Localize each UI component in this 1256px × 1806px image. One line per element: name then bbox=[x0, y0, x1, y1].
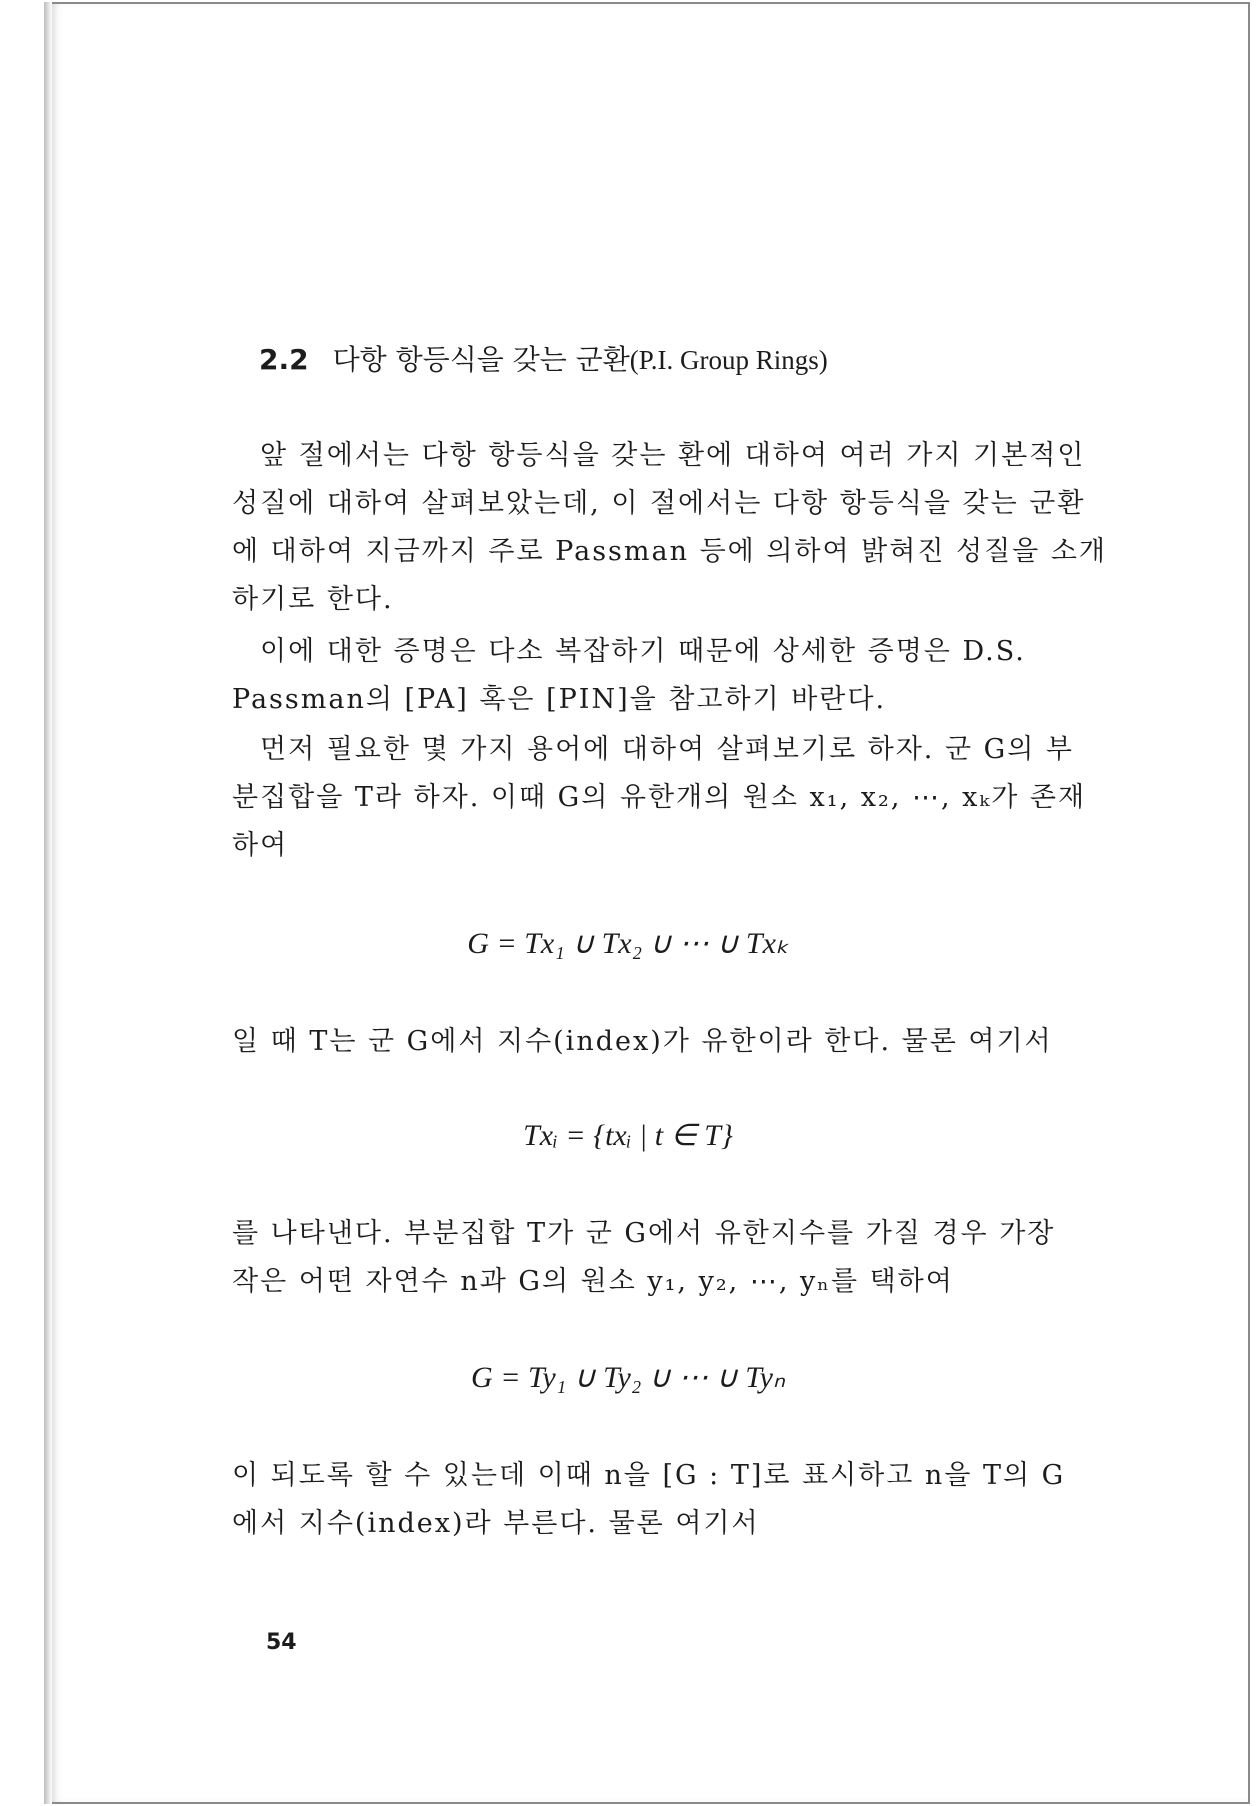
text-line: 이 되도록 할 수 있는데 이때 n을 [G : T]로 표시하고 n을 T의 G bbox=[232, 1460, 1066, 1491]
paragraph-intro bbox=[232, 432, 1107, 624]
text-line: 분집합을 T라 하자. 이때 G의 유한개의 원소 x₁, x₂, ⋯, xₖ가 존재 bbox=[232, 782, 1087, 813]
paragraph-definition bbox=[232, 726, 1087, 870]
section-title-ko: 다항 항등식을 갖는 군환 bbox=[332, 343, 630, 376]
section-title-en: (P.I. Group Rings) bbox=[629, 345, 828, 375]
section-heading bbox=[259, 338, 828, 378]
text-line: 하기로 한다. bbox=[232, 584, 394, 615]
book-spine bbox=[44, 2, 52, 1804]
text-line: 일 때 T는 군 G에서 지수(index)가 유한이라 한다. 물론 여기서 bbox=[232, 1026, 1053, 1057]
paragraph-finite-index bbox=[232, 1018, 1087, 1066]
page-number: 54 bbox=[266, 1630, 297, 1655]
formula-coset-union-y: G = Ty₁ ∪ Ty₂ ∪ ⋯ ∪ Tyₙ bbox=[471, 1361, 785, 1394]
paragraph-index-notation bbox=[232, 1452, 1087, 1548]
formula-coset-union-x: G = Tx₁ ∪ Tx₂ ∪ ⋯ ∪ Txₖ bbox=[467, 927, 789, 960]
text-line: 작은 어떤 자연수 n과 G의 원소 y₁, y₂, ⋯, yₙ를 택하여 bbox=[232, 1266, 954, 1297]
text-line: 하여 bbox=[232, 830, 289, 861]
text-line: 성질에 대하여 살펴보았는데, 이 절에서는 다항 항등식을 갖는 군환 bbox=[232, 488, 1086, 519]
text-line: 에서 지수(index)라 부른다. 물론 여기서 bbox=[232, 1508, 760, 1539]
section-number: 2.2 bbox=[259, 343, 309, 376]
formula-coset-definition: Txᵢ = {txᵢ | t ∈ T} bbox=[523, 1119, 733, 1152]
text-line: 이에 대한 증명은 다소 복잡하기 때문에 상세한 증명은 D.S. bbox=[260, 636, 1026, 667]
paragraph-proof-reference bbox=[232, 628, 1087, 724]
text-line: 를 나타낸다. 부분집합 T가 군 G에서 유한지수를 가질 경우 가장 bbox=[232, 1218, 1056, 1249]
text-line: 에 대하여 지금까지 주로 Passman 등에 의하여 밝혀진 성질을 소개 bbox=[232, 536, 1107, 567]
paragraph-minimal-index bbox=[232, 1210, 1087, 1306]
text-line: 앞 절에서는 다항 항등식을 갖는 환에 대하여 여러 가지 기본적인 bbox=[260, 440, 1086, 471]
text-line: 먼저 필요한 몇 가지 용어에 대하여 살펴보기로 하자. 군 G의 부 bbox=[260, 734, 1074, 765]
text-line: Passman의 [PA] 혹은 [PIN]을 참고하기 바란다. bbox=[232, 684, 887, 715]
